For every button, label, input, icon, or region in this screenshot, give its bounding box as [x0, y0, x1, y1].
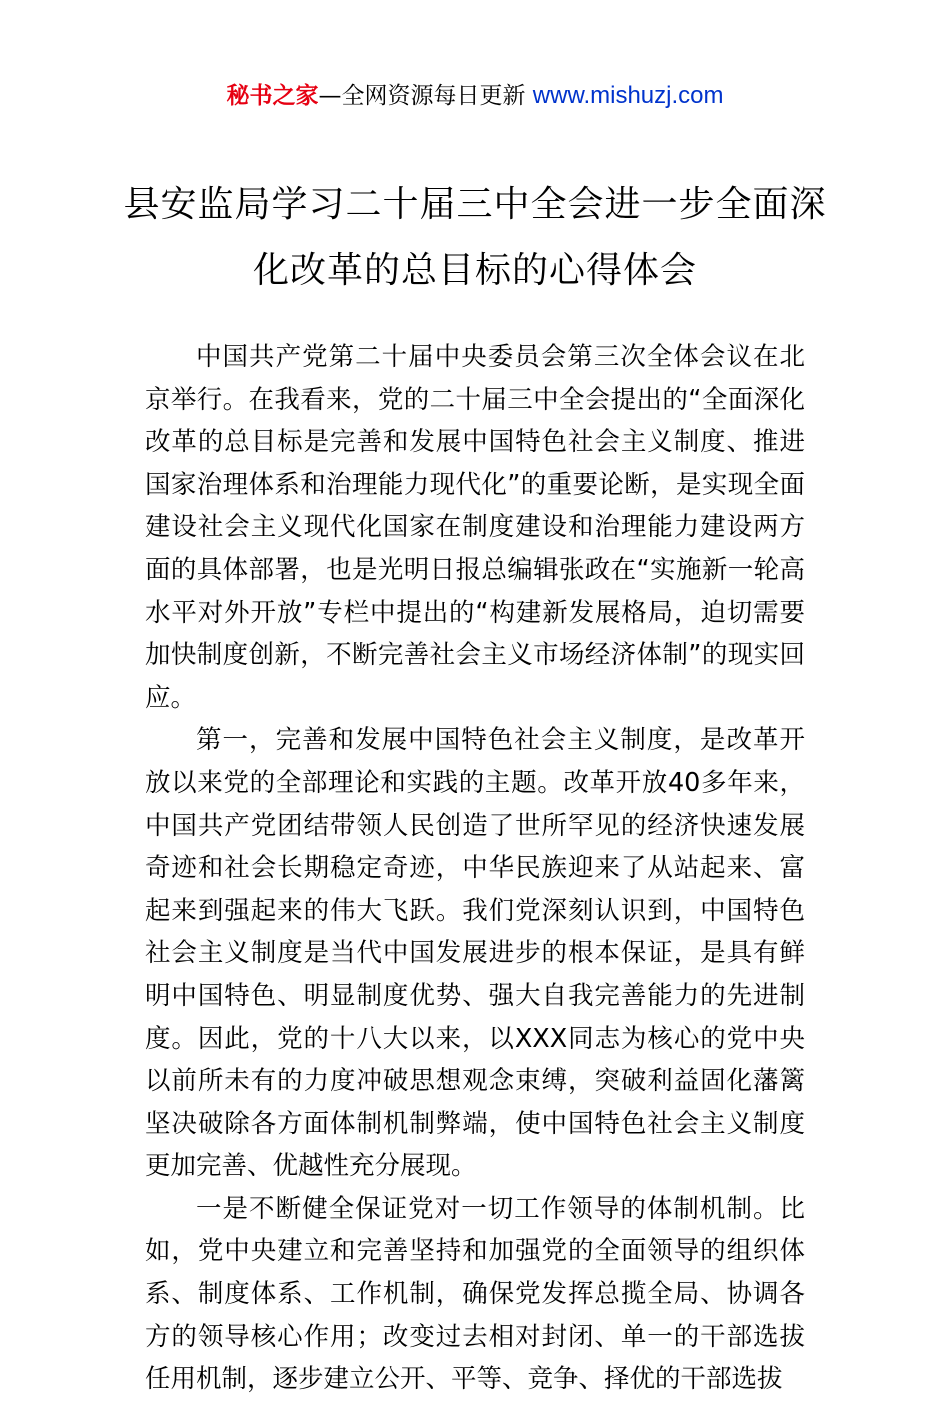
paragraph-sub-point-one: 一是不断健全保证党对一切工作领导的体制机制。比如，党中央建立和完善坚持和加强党的全面领导的组织体系、制度体系、工作机制，确保党发挥总揽全局、协调各方的领导核心作用；改变过去相对封闭、单一的干部选拔任用机制，逐步建立公开、平等、竞争、择优的干部选拔 — [145, 1193, 805, 1395]
document-body — [145, 336, 805, 1401]
site-link[interactable]: www.mishuzj.com — [532, 82, 724, 109]
site-header — [0, 80, 950, 112]
document-title: 县安监局学习二十届三中全会进一步全面深化改革的总目标的心得体会 — [123, 184, 827, 291]
paragraph-intro: 中国共产党第二十届中央委员会第三次全体会议在北京举行。在我看来，党的二十届三中全会提出的“全面深化改革的总目标是完善和发展中国特色社会主义制度、推进国家治理体系和治理能力现代化”的重要论断，是实现全面建设社会主义现代化国家在制度建设和治理能力建设两方面的具体部署，也是光明日报总编辑张政在“实施新一轮高水平对外开放”专栏中提出的“构建新发展格局，迫切需要加快制度创新，不断完善社会主义市场经济体制”的现实回应。 — [145, 342, 805, 713]
brand-name: 秘书之家 — [226, 83, 319, 109]
header-tagline: —全网资源每日更新 — [318, 83, 533, 109]
paragraph-first-point: 第一，完善和发展中国特色社会主义制度，是改革开放以来党的全部理论和实践的主题。改革开放40多年来，中国共产党团结带领人民创造了世所罕见的经济快速发展奇迹和社会长期稳定奇迹，中华民族迎来了从站起来、富起来到强起来的伟大飞跃。我们党深刻认识到，中国特色社会主义制度是当代中国发展进步的根本保证，是具有鲜明中国特色、明显制度优势、强大自我完善能力的先进制度。因此，党的十八大以来，以XXX同志为核心的党中央以前所未有的力度冲破思想观念束缚，突破利益固化藩篱坚决破除各方面体制机制弊端，使中国特色社会主义制度更加完善、优越性充分展现。 — [145, 725, 805, 1182]
